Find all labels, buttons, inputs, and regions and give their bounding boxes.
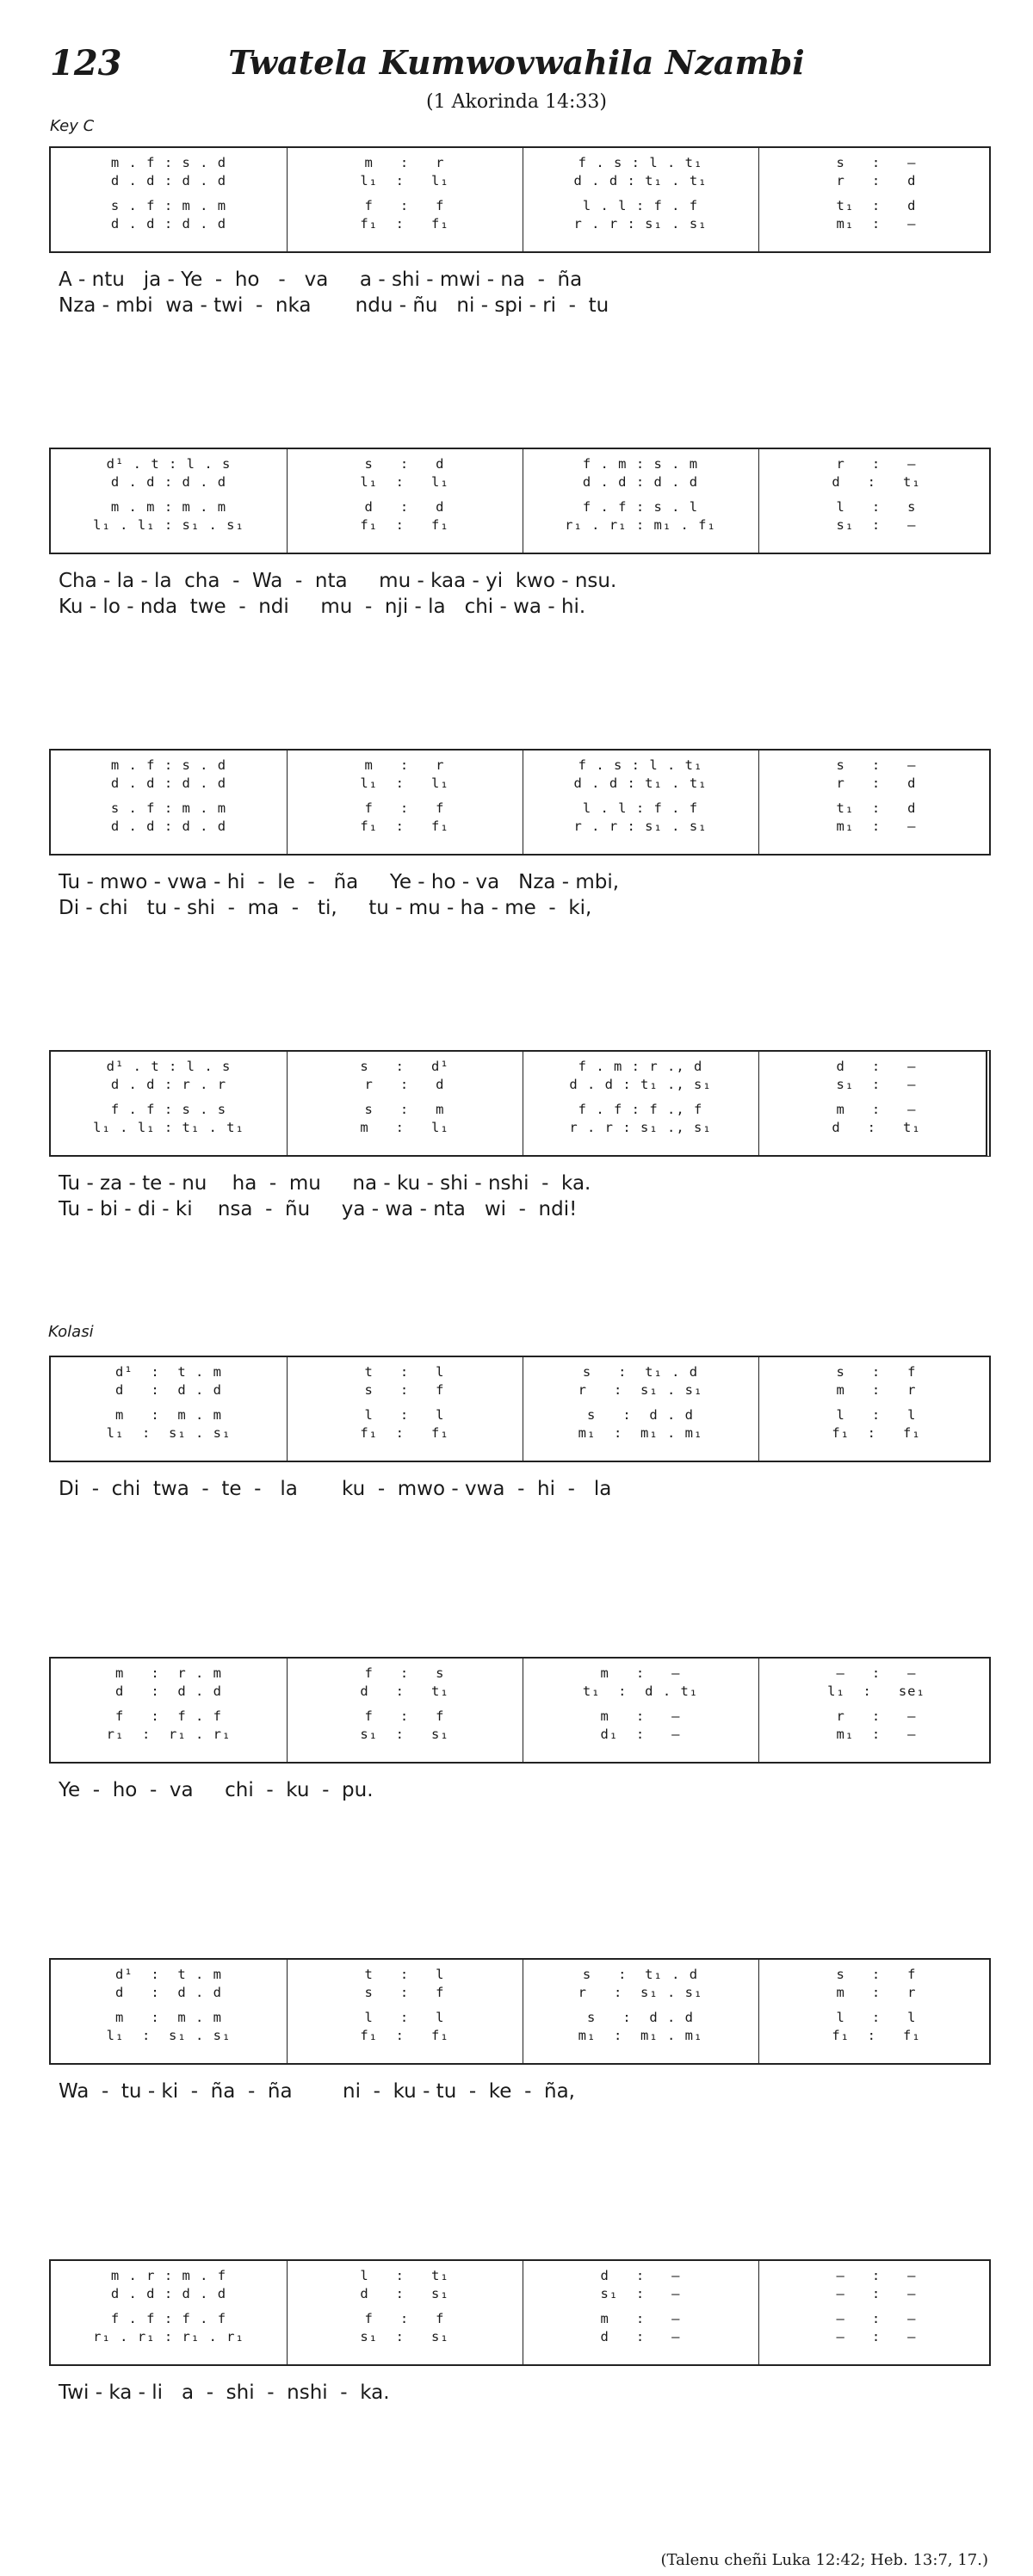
solfa-row: m₁ : — — [836, 216, 917, 232]
solfa-row: f : f — [364, 2311, 445, 2326]
barline — [287, 148, 288, 251]
solfa-row: f . s : l . t₁ — [578, 757, 703, 773]
solfa-row: d . d : d . d — [110, 819, 227, 834]
solfa-row: f . m : s . m — [582, 456, 699, 472]
solfa-row: d₁ : — — [600, 1727, 681, 1742]
solfa-row: s : m — [364, 1102, 445, 1117]
solfa-row: s : f — [364, 1382, 445, 1398]
barline — [287, 1052, 288, 1155]
solfa-row: s . f : m . m — [110, 198, 227, 213]
barline — [758, 2261, 759, 2364]
solfa-row: l : l — [836, 1407, 917, 1423]
solfa-row: r . r : s₁ . s₁ — [573, 819, 708, 834]
solfa-row: m : r — [364, 757, 445, 773]
solfa-row: s : d¹ — [360, 1059, 449, 1074]
solfa-row: f . f : f . f — [110, 2311, 227, 2326]
solfa-row: f₁ : f₁ — [360, 2028, 449, 2043]
solfa-row: f . f : s . l — [582, 499, 699, 515]
solfa-row: f₁ : f₁ — [360, 517, 449, 533]
solfa-row: m₁ : — — [836, 819, 917, 834]
solfa-row: m : — — [600, 1665, 681, 1681]
solfa-row: l₁ : s₁ . s₁ — [106, 1425, 232, 1441]
solfa-row: d . d : d . d — [110, 474, 227, 490]
solfa-row: f : f — [364, 198, 445, 213]
solfa-row: m . f : s . d — [110, 757, 227, 773]
solfa-row: t₁ : d — [836, 198, 917, 213]
solfa-row: — : — — [836, 2286, 917, 2301]
solfa-row: s : f — [836, 1364, 917, 1380]
lyric-line: Di - chi tu - shi - ma - ti, tu - mu - ha - me - ki, — [59, 897, 592, 919]
music-system — [49, 448, 991, 554]
solfa-row: m . m : m . m — [110, 499, 227, 515]
solfa-row: s : t₁ . d — [582, 1967, 699, 1982]
solfa-row: m : r . m — [115, 1665, 222, 1681]
solfa-row: d¹ : t . m — [115, 1967, 222, 1982]
solfa-row: l : t₁ — [360, 2268, 449, 2283]
solfa-row: d : — — [836, 1059, 917, 1074]
solfa-row: l₁ : l₁ — [360, 474, 449, 490]
lyric-line: Ku - lo - nda twe - ndi mu - nji - la chi - wa - hi. — [59, 596, 586, 618]
barline — [287, 2261, 288, 2364]
solfa-row: f . f : s . s — [110, 1102, 227, 1117]
barline — [287, 1659, 288, 1762]
solfa-row: f . f : f ., f — [578, 1102, 703, 1117]
solfa-row: m₁ : — — [836, 1727, 917, 1742]
music-system — [49, 1050, 991, 1157]
solfa-row: d . d : t₁ . t₁ — [573, 173, 708, 188]
solfa-row: s . f : m . m — [110, 800, 227, 816]
solfa-row: d¹ . t : l . s — [106, 456, 232, 472]
solfa-row: s : d . d — [587, 2010, 694, 2025]
solfa-row: r : d — [836, 775, 917, 791]
hymn-number: 123 — [50, 43, 122, 83]
solfa-row: r . r : s₁ ., s₁ — [569, 1120, 712, 1135]
solfa-row: s₁ : — — [836, 1077, 917, 1092]
barline — [758, 1357, 759, 1461]
solfa-row: r : — — [836, 456, 917, 472]
solfa-row: d : t₁ — [360, 1683, 449, 1699]
solfa-row: m : r — [364, 155, 445, 170]
solfa-row: l₁ . l₁ : t₁ . t₁ — [93, 1120, 244, 1135]
solfa-row: d . d : d . d — [110, 775, 227, 791]
solfa-row: f . m : r ., d — [578, 1059, 703, 1074]
solfa-row: d : t₁ — [832, 1120, 921, 1135]
solfa-row: d . d : d . d — [582, 474, 699, 490]
solfa-row: f₁ : f₁ — [360, 216, 449, 232]
solfa-row: l . l : f . f — [582, 800, 699, 816]
solfa-row: s : — — [836, 155, 917, 170]
solfa-row: r : d — [364, 1077, 445, 1092]
solfa-row: r . r : s₁ . s₁ — [573, 216, 708, 232]
solfa-row: l₁ : se₁ — [827, 1683, 925, 1699]
solfa-row: d : — — [600, 2268, 681, 2283]
solfa-row: m₁ : m₁ . m₁ — [578, 2028, 703, 2043]
solfa-row: f₁ : f₁ — [832, 2028, 921, 2043]
solfa-row: s : — — [836, 757, 917, 773]
music-system — [49, 146, 991, 253]
solfa-row: m₁ : m₁ . m₁ — [578, 1425, 703, 1441]
solfa-row: f : f . f — [115, 1708, 222, 1724]
solfa-row: d . d : d . d — [110, 216, 227, 232]
solfa-row: m : r — [836, 1985, 917, 2000]
lyric-line: Ye - ho - va chi - ku - pu. — [59, 1779, 374, 1801]
solfa-row: l₁ : s₁ . s₁ — [106, 2028, 232, 2043]
solfa-row: — : — — [836, 2311, 917, 2326]
barline — [287, 1960, 288, 2063]
key-signature: Key C — [50, 117, 95, 135]
lyric-line: Nza - mbi wa - twi - nka ndu - ñu ni - spi - ri - tu — [59, 294, 609, 317]
solfa-row: s₁ : s₁ — [360, 2329, 449, 2344]
barline — [758, 1960, 759, 2063]
solfa-row: m : — — [600, 2311, 681, 2326]
barline — [758, 1052, 759, 1155]
lyric-line: A - ntu ja - Ye - ho - va a - shi - mwi - na - ña — [59, 269, 583, 291]
solfa-row: — : — — [836, 2268, 917, 2283]
solfa-row: m : m . m — [115, 2010, 222, 2025]
music-system — [49, 749, 991, 856]
solfa-row: l : l — [836, 2010, 917, 2025]
music-system — [49, 1958, 991, 2065]
solfa-row: s : f — [364, 1985, 445, 2000]
solfa-row: t : l — [364, 1967, 445, 1982]
solfa-row: f₁ : f₁ — [832, 1425, 921, 1441]
solfa-row: d . d : t₁ . t₁ — [573, 775, 708, 791]
solfa-row: d : s₁ — [360, 2286, 449, 2301]
solfa-row: d¹ : t . m — [115, 1364, 222, 1380]
solfa-row: l : s — [836, 499, 917, 515]
music-system — [49, 1356, 991, 1462]
solfa-row: r₁ . r₁ : m₁ . f₁ — [565, 517, 716, 533]
lyric-line: Di - chi twa - te - la ku - mwo - vwa - hi - la — [59, 1478, 612, 1500]
barline — [758, 1659, 759, 1762]
solfa-row: d : d — [364, 499, 445, 515]
solfa-row: t : l — [364, 1364, 445, 1380]
lyric-line: Twi - ka - li a - shi - nshi - ka. — [59, 2381, 390, 2404]
solfa-row: t₁ : d . t₁ — [582, 1683, 699, 1699]
solfa-row: f₁ : f₁ — [360, 1425, 449, 1441]
music-system — [49, 2259, 991, 2366]
hymn-title: Twatela Kumwovwahila Nzambi — [228, 43, 805, 82]
barline — [287, 1357, 288, 1461]
solfa-row: s : f — [836, 1967, 917, 1982]
lyric-line: Cha - la - la cha - Wa - nta mu - kaa - yi kwo - nsu. — [59, 570, 617, 592]
solfa-row: s : d — [364, 456, 445, 472]
solfa-row: f : s — [364, 1665, 445, 1681]
solfa-row: s : t₁ . d — [582, 1364, 699, 1380]
solfa-row: d . d : t₁ ., s₁ — [569, 1077, 712, 1092]
solfa-row: d : t₁ — [832, 474, 921, 490]
solfa-row: m . r : m . f — [110, 2268, 227, 2283]
solfa-row: d : — — [600, 2329, 681, 2344]
solfa-row: r : — — [836, 1708, 917, 1724]
solfa-row: d . d : d . d — [110, 173, 227, 188]
solfa-row: r : s₁ . s₁ — [578, 1985, 703, 2000]
solfa-row: d : d . d — [115, 1382, 222, 1398]
solfa-row: r₁ : r₁ . r₁ — [106, 1727, 232, 1742]
solfa-row: f : f — [364, 1708, 445, 1724]
barline — [758, 751, 759, 854]
solfa-row: r₁ . r₁ : r₁ . r₁ — [93, 2329, 244, 2344]
solfa-row: s₁ : — — [836, 517, 917, 533]
solfa-row: d . d : r . r — [110, 1077, 227, 1092]
solfa-row: s₁ : s₁ — [360, 1727, 449, 1742]
solfa-row: m : — — [836, 1102, 917, 1117]
solfa-row: t₁ : d — [836, 800, 917, 816]
solfa-row: s : d . d — [587, 1407, 694, 1423]
solfa-row: l₁ . l₁ : s₁ . s₁ — [93, 517, 244, 533]
solfa-row: l₁ : l₁ — [360, 775, 449, 791]
solfa-row: — : — — [836, 1665, 917, 1681]
solfa-row: r : d — [836, 173, 917, 188]
scripture-reference: (1 Akorinda 14:33) — [426, 91, 607, 113]
chorus-label: Kolasi — [48, 1323, 94, 1341]
solfa-row: d¹ . t : l . s — [106, 1059, 232, 1074]
barline — [287, 449, 288, 553]
solfa-row: f . s : l . t₁ — [578, 155, 703, 170]
barline — [758, 148, 759, 251]
footer-reference: (Talenu cheñi Luka 12:42; Heb. 13:7, 17.) — [660, 2551, 988, 2569]
solfa-row: m : r — [836, 1382, 917, 1398]
lyric-line: Tu - bi - di - ki nsa - ñu ya - wa - nta wi - ndi! — [59, 1198, 578, 1220]
lyric-line: Tu - za - te - nu ha - mu na - ku - shi - nshi - ka. — [59, 1172, 591, 1195]
solfa-row: r : s₁ . s₁ — [578, 1382, 703, 1398]
solfa-row: d : d . d — [115, 1985, 222, 2000]
barline — [758, 449, 759, 553]
solfa-row: m : — — [600, 1708, 681, 1724]
barline — [287, 751, 288, 854]
solfa-row: l : l — [364, 2010, 445, 2025]
solfa-row: l : l — [364, 1407, 445, 1423]
solfa-row: s₁ : — — [600, 2286, 681, 2301]
solfa-row: d : d . d — [115, 1683, 222, 1699]
solfa-row: m : m . m — [115, 1407, 222, 1423]
solfa-row: l₁ : l₁ — [360, 173, 449, 188]
music-system — [49, 1657, 991, 1764]
lyric-line: Tu - mwo - vwa - hi - le - ña Ye - ho - va Nza - mbi, — [59, 871, 620, 893]
solfa-row: d . d : d . d — [110, 2286, 227, 2301]
solfa-row: f : f — [364, 800, 445, 816]
solfa-row: l . l : f . f — [582, 198, 699, 213]
lyric-line: Wa - tu - ki - ña - ña ni - ku - tu - ke - ña, — [59, 2080, 575, 2103]
solfa-row: f₁ : f₁ — [360, 819, 449, 834]
solfa-row: — : — — [836, 2329, 917, 2344]
solfa-row: m : l₁ — [360, 1120, 449, 1135]
solfa-row: m . f : s . d — [110, 155, 227, 170]
